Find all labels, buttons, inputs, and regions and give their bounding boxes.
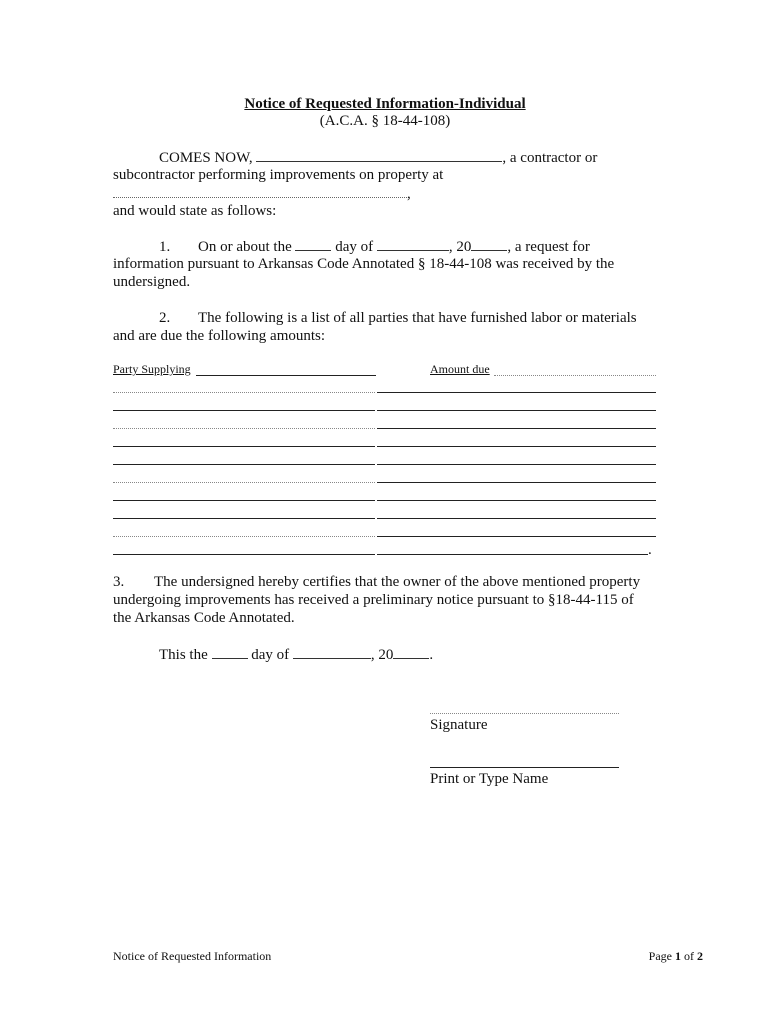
party-row-6[interactable] [113, 482, 375, 483]
dated-period: . [429, 647, 434, 663]
contractor-or-text: , a contractor or [502, 150, 598, 166]
para1-number: 1. [159, 239, 171, 255]
request-year-field[interactable] [471, 237, 507, 251]
page-of: of [681, 949, 697, 963]
para1-line-2: information pursuant to Arkansas Code Annotated § 18-44-108 was received by the [113, 256, 615, 272]
dated-day-field[interactable] [212, 645, 248, 659]
party-row-4[interactable] [113, 446, 375, 447]
party-row-3[interactable] [113, 428, 375, 429]
intro-line-2: subcontractor performing improvements on property at [113, 167, 444, 183]
para2-text: The following is a list of all parties that have furnished labor or materials [198, 310, 637, 326]
party-row-8[interactable] [113, 518, 375, 519]
para1-day-of: day of [335, 239, 374, 255]
party-row-9[interactable] [113, 536, 375, 537]
para3-text: The undersigned hereby certifies that the owner of the above mentioned property [154, 574, 641, 590]
para1-line-1 [159, 237, 590, 256]
request-day-field[interactable] [295, 237, 331, 251]
intro-line-3: and would state as follows: [113, 203, 277, 219]
amount-row-2[interactable] [377, 410, 656, 411]
para1-request-for: , a request for [507, 239, 590, 255]
signature-field[interactable] [430, 713, 619, 714]
para2-number: 2. [159, 310, 171, 326]
table-end-period: . [648, 542, 652, 558]
party-row-2[interactable] [113, 410, 375, 411]
para2-line-2: and are due the following amounts: [113, 328, 326, 344]
party-row-10[interactable] [113, 554, 375, 555]
amount-header-rule [494, 375, 656, 376]
dated-year-field[interactable] [393, 645, 429, 659]
signature-label: Signature [430, 717, 488, 733]
amount-row-5[interactable] [377, 464, 656, 465]
request-month-field[interactable] [377, 237, 449, 251]
amount-row-10[interactable] [377, 554, 648, 555]
contractor-name-field[interactable] [256, 148, 502, 162]
dated-this-the: This the [159, 647, 208, 663]
party-header-rule [196, 375, 376, 376]
para3-line-1 [113, 573, 640, 591]
dated-day-of: day of [251, 647, 290, 663]
amount-row-1[interactable] [377, 392, 656, 393]
document-subtitle: (A.C.A. § 18-44-108) [319, 113, 451, 129]
property-address-line [113, 184, 411, 203]
para1-comma-20: , 20 [448, 239, 472, 255]
dated-month-field[interactable] [293, 645, 371, 659]
dated-line [159, 645, 433, 664]
column-header-party: Party Supplying [113, 362, 191, 376]
para1-on-or-about: On or about the [198, 239, 292, 255]
page-number [649, 949, 703, 963]
page-prefix: Page [648, 949, 675, 963]
para2-line-1 [159, 309, 637, 327]
amount-row-9[interactable] [377, 536, 656, 537]
amount-row-4[interactable] [377, 446, 656, 447]
party-row-1[interactable] [113, 392, 375, 393]
para3-line-2: undergoing improvements has received a preliminary notice pursuant to §18-44-115 of [113, 592, 634, 608]
intro-line-1 [159, 148, 597, 167]
para3-number: 3. [113, 574, 125, 590]
amount-row-7[interactable] [377, 500, 656, 501]
party-row-7[interactable] [113, 500, 375, 501]
dated-comma-20: , 20 [370, 647, 394, 663]
print-name-label: Print or Type Name [430, 771, 549, 787]
para1-line-3: undersigned. [113, 274, 191, 290]
print-name-field[interactable] [430, 767, 619, 768]
para3-line-3: the Arkansas Code Annotated. [113, 610, 295, 626]
document-title: Notice of Requested Information-Individual [244, 96, 526, 112]
footer-title: Notice of Requested Information [113, 949, 272, 963]
amount-row-8[interactable] [377, 518, 656, 519]
comes-now-text: COMES NOW, [159, 150, 253, 166]
page-current: 1 [675, 949, 681, 963]
property-address-field[interactable] [113, 184, 407, 198]
party-row-5[interactable] [113, 464, 375, 465]
column-header-amount: Amount due [430, 362, 490, 376]
page-total: 2 [697, 949, 703, 963]
amount-row-3[interactable] [377, 428, 656, 429]
amount-row-6[interactable] [377, 482, 656, 483]
address-comma: , [407, 186, 411, 202]
